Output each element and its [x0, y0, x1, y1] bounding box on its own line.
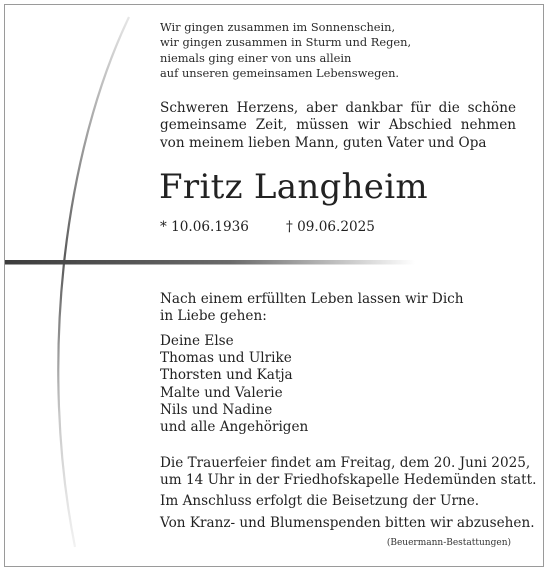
life-dates: [160, 218, 375, 236]
farewell-line: Nach einem erfüllten Leben lassen wir Dich: [160, 291, 464, 307]
intro-line: Schweren Herzens, aber dankbar für die schöne: [160, 100, 516, 116]
poem: [160, 20, 411, 82]
cross-vertical-beam: [58, 17, 129, 547]
poem-line: niemals ging einer von uns allein: [160, 50, 352, 65]
farewell-text: [160, 291, 464, 325]
mourners-list: [160, 333, 308, 436]
ceremony-line: Von Kranz- und Blumenspenden bitten wir abzusehen.: [160, 514, 535, 531]
farewell-line: in Liebe gehen:: [160, 308, 267, 325]
cross-horizontal-beam: [5, 260, 415, 265]
ceremony-info: [160, 455, 537, 532]
ceremony-line: um 14 Uhr in der Friedhofskapelle Hedemünden statt.: [160, 472, 537, 489]
deceased-name: Fritz Langheim: [159, 167, 428, 207]
mourner: Thomas und Ulrike: [160, 350, 292, 367]
undertaker-credit: (Beuermann-Bestattungen): [386, 538, 511, 548]
poem-line: auf unseren gemeinsamen Lebenswegen.: [160, 66, 400, 81]
intro-line: von meinem lieben Mann, guten Vater und Opa: [160, 134, 487, 151]
poem-line: wir gingen zusammen in Sturm und Regen,: [160, 35, 412, 50]
mourner: Nils und Nadine: [160, 401, 273, 418]
ceremony-line: Im Anschluss erfolgt die Beisetzung der Urne.: [160, 493, 480, 510]
intro-text: [160, 100, 516, 152]
death-date: † 09.06.2025: [286, 219, 375, 235]
mourner: Deine Else: [160, 333, 234, 349]
mourner: und alle Angehörigen: [160, 419, 309, 436]
intro-line: gemeinsame Zeit, müssen wir Abschied nehmen: [160, 117, 516, 134]
mourner: Thorsten und Katja: [160, 367, 293, 384]
poem-line: Wir gingen zusammen im Sonnenschein,: [160, 20, 396, 34]
mourner: Malte und Valerie: [160, 384, 283, 401]
ceremony-line: Die Trauerfeier findet am Freitag, dem 20. Juni 2025,: [160, 455, 531, 471]
birth-date: * 10.06.1936: [160, 219, 249, 235]
obituary-notice: [4, 4, 544, 567]
